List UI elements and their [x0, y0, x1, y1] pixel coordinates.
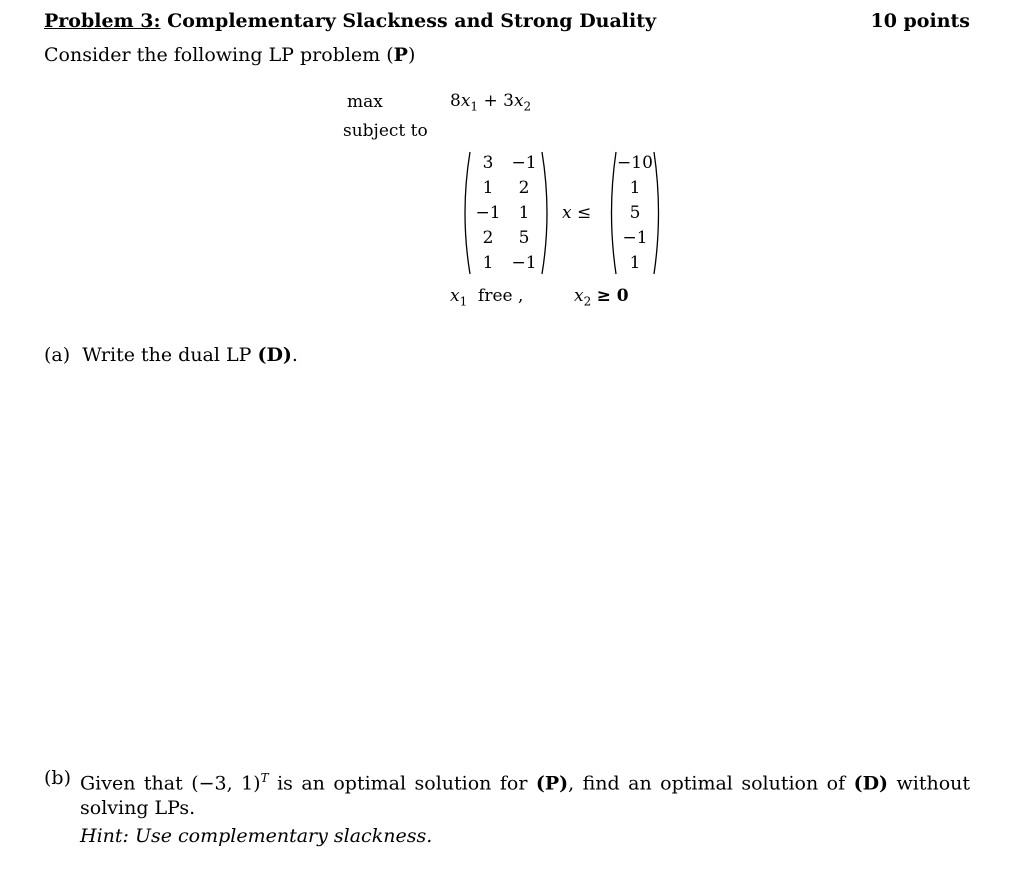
vector-cell: 1 [629, 252, 641, 273]
x2-constraint: $x_2 \ge 0$ [574, 286, 629, 309]
matrix-cell: −1 [511, 152, 537, 173]
vector-row [615, 175, 655, 200]
vector-row [615, 200, 655, 225]
vector-b-table [615, 150, 655, 275]
objective-coef-1: 8 [450, 91, 461, 111]
matrix-row [470, 175, 542, 200]
part-b-question [44, 766, 970, 821]
vector-cell: −10 [617, 152, 653, 173]
hint-text: Hint: Use complementary slackness. [80, 825, 433, 847]
matrix-cell: 2 [482, 227, 494, 248]
x1-free-text: free , [478, 286, 524, 306]
max-keyword: max [347, 92, 383, 112]
matrix-cell: 3 [482, 152, 494, 173]
matrix-row [470, 225, 542, 250]
matrix-a-table [470, 150, 542, 275]
vector-row [615, 150, 655, 175]
part-a-label: (a) [44, 344, 71, 366]
transpose-mark: T [260, 771, 269, 785]
vector-cell: −1 [622, 227, 648, 248]
part-b-body [80, 766, 970, 821]
matrix-cell: 1 [482, 252, 494, 273]
part-b-text-4: without solving LPs. [80, 772, 971, 820]
part-b-label: (b) [44, 767, 71, 789]
part-b-text-1: Given that (−3, 1) [80, 772, 261, 795]
matrix-cell: 5 [518, 227, 530, 248]
constraint-matrix [458, 150, 554, 276]
part-b-primal-label: (P) [535, 772, 569, 795]
intro-line: Consider the following LP problem (P) [44, 44, 416, 66]
matrix-cell: −1 [475, 202, 501, 223]
problem-number: Problem 3: [44, 10, 161, 32]
dual-label: (D) [257, 344, 292, 366]
vector-row [615, 225, 655, 250]
matrix-row [470, 150, 542, 175]
subject-to-keyword: subject to [343, 121, 428, 141]
part-b-text-2: is an optimal solution for [268, 772, 536, 795]
matrix-row [470, 200, 542, 225]
x2-nonneg-text: ≥ 0 [596, 286, 629, 306]
vector-cell: 1 [629, 177, 641, 198]
matrix-cell: 2 [518, 177, 530, 198]
primal-label: P [393, 44, 408, 66]
vector-row [615, 250, 655, 275]
vector-cell: 5 [629, 202, 641, 223]
matrix-cell: 1 [482, 177, 494, 198]
matrix-row [470, 250, 542, 275]
intro-text: Consider the following LP problem [44, 44, 381, 66]
x1-constraint: $x_1$ free , [450, 286, 524, 309]
problem-title-text: Complementary Slackness and Strong Duality [167, 10, 657, 32]
rhs-vector [606, 150, 664, 276]
relation-symbol: x ≤ [562, 203, 592, 223]
part-b-dual-label: (D) [853, 772, 889, 795]
part-b-text-3: , find an optimal solution of [568, 772, 854, 795]
objective-coef-2: 3 [503, 91, 514, 111]
matrix-cell: −1 [511, 252, 537, 273]
objective-function: $8x_1 + 3x_2$ [450, 91, 532, 114]
part-a-question: (a) Write the dual LP (D). [44, 344, 298, 366]
problem-title [44, 10, 656, 32]
part-a-text: Write the dual LP [82, 344, 252, 366]
matrix-cell: 1 [518, 202, 530, 223]
points-label: 10 points [870, 10, 970, 32]
